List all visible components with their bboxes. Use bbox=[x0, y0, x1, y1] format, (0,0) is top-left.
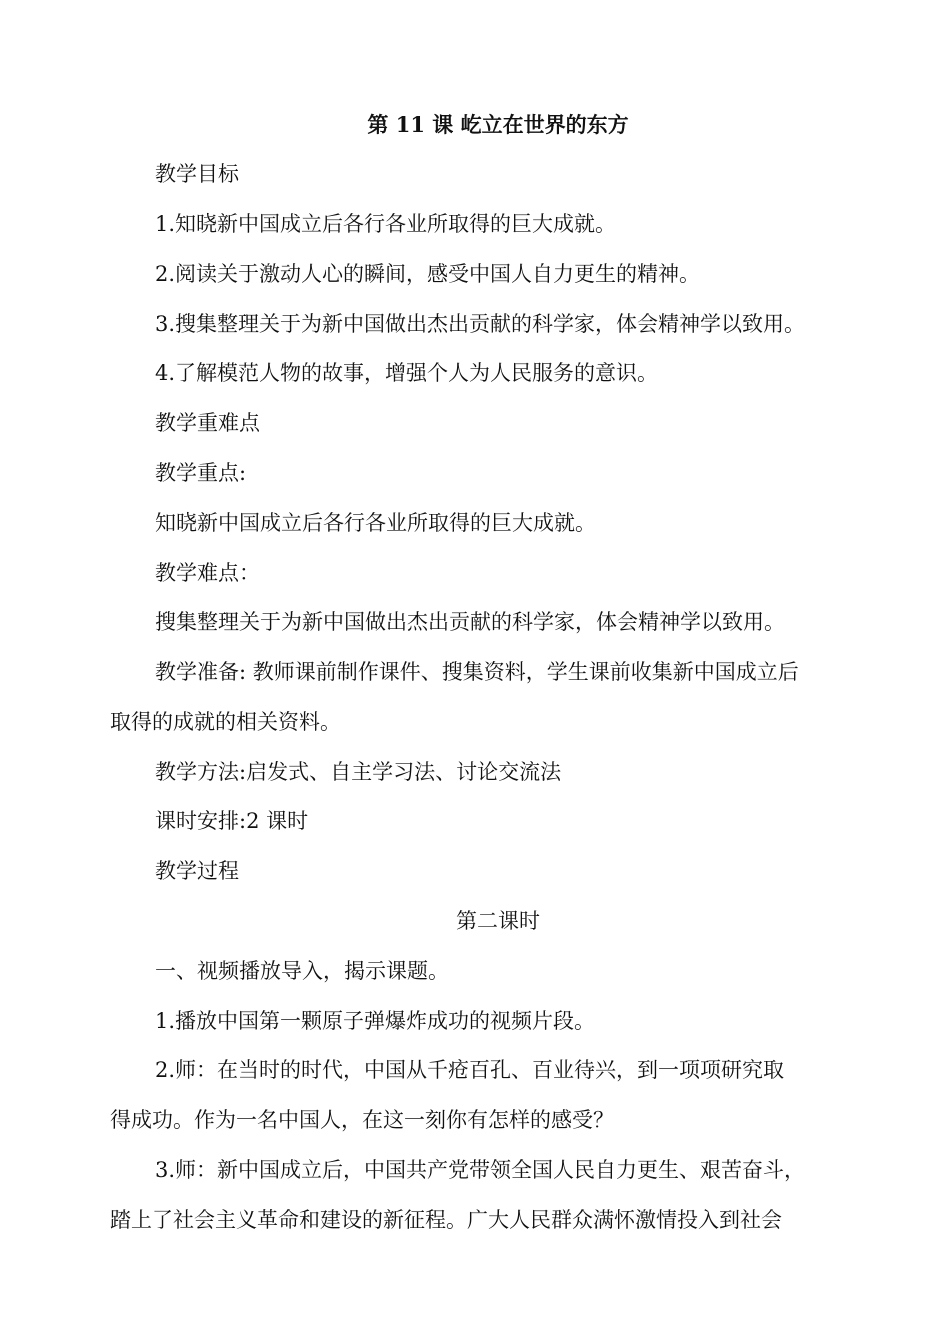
objectives-heading: 教学目标 bbox=[155, 162, 239, 186]
step-item: 2.师：在当时的时代，中国从千疮百孔、百业待兴，到一项项研究取 bbox=[155, 1058, 785, 1082]
step-item: 1.播放中国第一颗原子弹爆炸成功的视频片段。 bbox=[155, 1009, 596, 1033]
lesson-title: 第 11 课 屹立在世界的东方 bbox=[367, 112, 629, 137]
difficult-label: 教学难点： bbox=[155, 561, 260, 585]
key-difficult-heading: 教学重难点 bbox=[155, 411, 260, 435]
difficult-text: 搜集整理关于为新中国做出杰出贡献的科学家，体会精神学以致用。 bbox=[155, 610, 785, 634]
step-heading: 一、视频播放导入，揭示课题。 bbox=[155, 959, 449, 983]
schedule-text: 课时安排:2 课时 bbox=[155, 809, 309, 833]
objective-item: 1.知晓新中国成立后各行各业所取得的巨大成就。 bbox=[155, 212, 617, 236]
lesson-heading: 第二课时 bbox=[456, 909, 540, 933]
objective-item: 2.阅读关于激动人心的瞬间，感受中国人自力更生的精神。 bbox=[155, 262, 701, 286]
key-points-label: 教学重点: bbox=[155, 461, 247, 485]
key-points-text: 知晓新中国成立后各行各业所取得的巨大成就。 bbox=[155, 511, 596, 535]
step-item: 3.师：新中国成立后，中国共产党带领全国人民自力更生、艰苦奋斗， bbox=[155, 1158, 806, 1182]
step-item: 得成功。作为一名中国人，在这一刻你有怎样的感受？ bbox=[110, 1108, 614, 1132]
preparation-line: 取得的成就的相关资料。 bbox=[110, 710, 341, 734]
preparation-line: 教学准备: 教师课前制作课件、搜集资料，学生课前收集新中国成立后 bbox=[155, 660, 799, 684]
methods-text: 教学方法:启发式、自主学习法、讨论交流法 bbox=[155, 760, 562, 784]
objective-item: 4.了解模范人物的故事，增强个人为人民服务的意识。 bbox=[155, 361, 659, 385]
step-item: 踏上了社会主义革命和建设的新征程。广大人民群众满怀激情投入到社会 bbox=[110, 1208, 782, 1232]
process-heading: 教学过程 bbox=[155, 859, 239, 883]
objective-item: 3.搜集整理关于为新中国做出杰出贡献的科学家，体会精神学以致用。 bbox=[155, 312, 806, 336]
